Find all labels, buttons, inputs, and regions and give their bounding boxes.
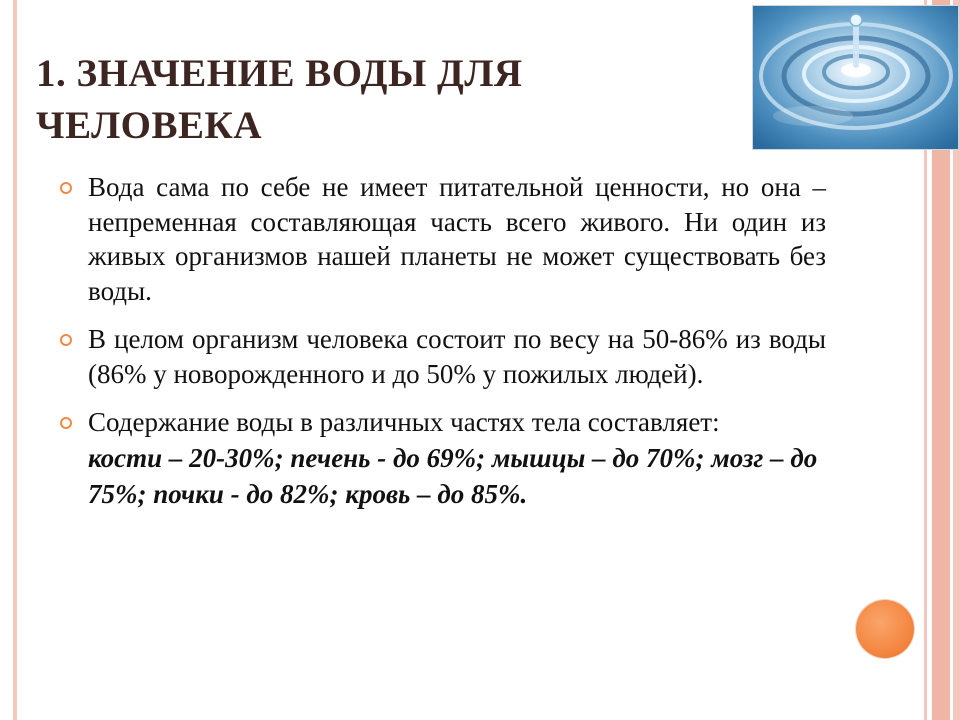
- bullet-text-intro: Содержание воды в различных частях тела составляет:: [88, 407, 720, 437]
- bullet-item: [60, 170, 826, 308]
- water-drop-photo: [752, 5, 959, 150]
- bullet-ring-icon: [60, 182, 72, 194]
- bullet-item: [60, 322, 826, 391]
- bullet-text: Вода сама по себе не имеет питательной ценности, но она – непременная составляющая часть всего живого. Ни один из живых организмов нашей планеты не может существовать без воды.: [88, 172, 826, 306]
- bullet-text: [88, 405, 826, 512]
- bullet-list: [60, 170, 826, 526]
- bullet-ring-icon: [60, 334, 72, 346]
- bullet-item: [60, 405, 826, 512]
- organ-water-content: кости – 20-30%; печень - до 69%; мышцы – до 70%; мозг – до 75%; почки - до 82%; кровь – до 85%.: [88, 442, 818, 509]
- decorative-orange-circle: [856, 600, 914, 658]
- slide-title: 1. ЗНАЧЕНИЕ ВОДЫ ДЛЯ ЧЕЛОВЕКА: [36, 52, 523, 147]
- bullet-text: В целом организм человека состоит по весу на 50-86% из воды (86% у новорожденного и до 50% у пожилых людей).: [88, 324, 826, 389]
- left-frame-stripe: [13, 0, 17, 720]
- bullet-ring-icon: [60, 417, 72, 429]
